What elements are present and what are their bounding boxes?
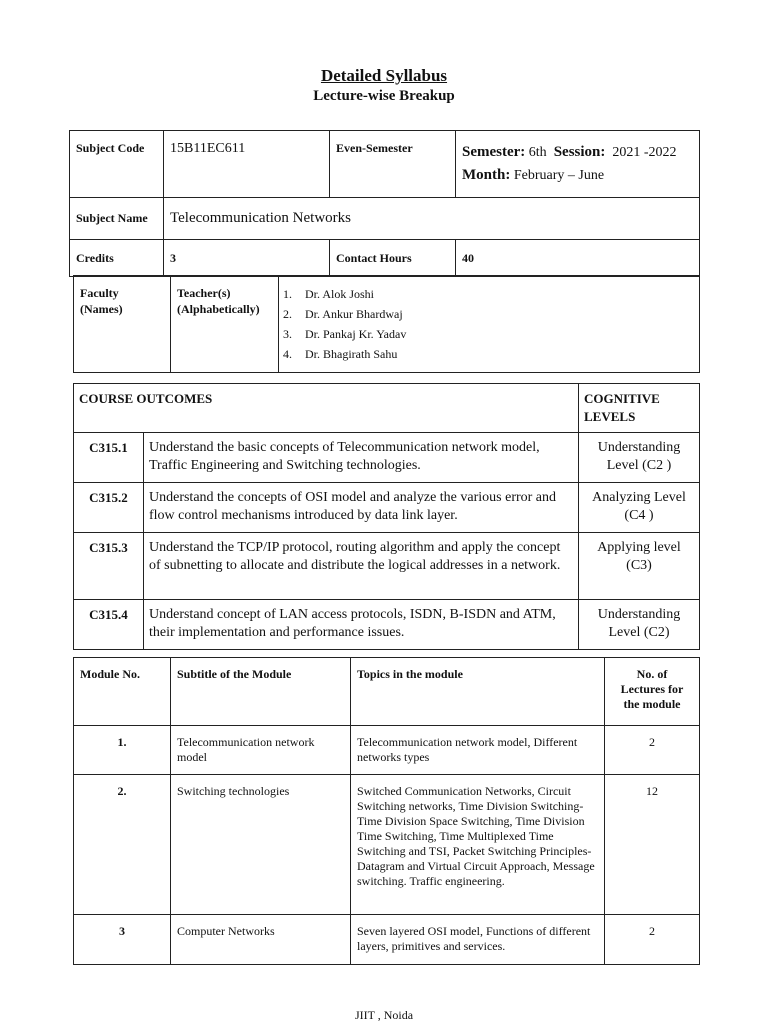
list-number: 1. [283, 287, 292, 301]
credits-label: Credits [70, 240, 164, 277]
credits-value: 3 [164, 240, 330, 277]
level-line1: Applying level [597, 540, 681, 555]
table-row [74, 915, 700, 965]
outcome-id: C315.4 [74, 600, 144, 650]
module-topics: Switched Communication Networks, Circuit Switching networks, Time Division Switching-Time Division Space Switching, Time Division Time Switching, Time Multiplexed Time Switching and TSI, Packet Switching Principles-Datagram and Virtual Circuit Approach, Message switching. Traffic engineering. [351, 775, 605, 915]
module-number: 3 [74, 915, 171, 965]
subject-name-label: Subject Name [70, 198, 164, 240]
module-lectures: 2 [605, 726, 700, 775]
semester-value: 6th [528, 145, 547, 160]
level-line2: Level (C2) [608, 625, 670, 640]
month-label: Month: [462, 167, 511, 183]
table-row [74, 533, 700, 600]
module-topics-header: Topics in the module [351, 658, 605, 726]
level-line1: Understanding [597, 440, 681, 455]
module-topics: Seven layered OSI model, Functions of different layers, primitives and services. [351, 915, 605, 965]
outcome-text: Understand the basic concepts of Telecommunication network model, Traffic Engineering and Switching technologies. [144, 433, 579, 483]
outcome-level [579, 483, 700, 533]
module-number: 1. [74, 726, 171, 775]
course-outcomes-table [73, 383, 700, 650]
document-title: Detailed Syllabus [320, 66, 448, 85]
module-topics: Telecommunication network model, Different networks types [351, 726, 605, 775]
outcome-text: Understand the TCP/IP protocol, routing algorithm and apply the concept of subnetting to allocate and distribute the logical addresses in a network. [144, 533, 579, 600]
month-value: February – June [513, 168, 605, 183]
lectures-header-line3: the module [623, 697, 681, 711]
session-label: Session: [553, 144, 606, 160]
contact-hours-label: Contact Hours [330, 240, 456, 277]
semester-label: Semester: [462, 144, 526, 160]
faculty-label-line2: (Names) [80, 302, 123, 316]
teacher-name: Dr. Ankur Bhardwaj [305, 307, 403, 321]
module-subtitle: Telecommunication network model [171, 726, 351, 775]
semester-type: Even-Semester [330, 131, 456, 198]
teacher-name: Dr. Bhagirath Sahu [305, 347, 398, 361]
teacher-name: Dr. Pankaj Kr. Yadav [305, 327, 407, 341]
module-lectures: 12 [605, 775, 700, 915]
table-row [74, 483, 700, 533]
subject-code-label: Subject Code [70, 131, 164, 198]
levels-header-line1: COGNITIVE [584, 391, 660, 406]
subject-name-value: Telecommunication Networks [164, 198, 700, 240]
faculty-table [73, 275, 700, 373]
faculty-label-line1: Faculty [80, 286, 119, 300]
teacher-name: Dr. Alok Joshi [305, 287, 375, 301]
page-footer: JIIT , Noida [354, 1008, 414, 1022]
module-lectures: 2 [605, 915, 700, 965]
outcome-text: Understand concept of LAN access protocols, ISDN, B-ISDN and ATM, their implementation and performance issues. [144, 600, 579, 650]
modules-table [73, 657, 700, 965]
levels-header-line2: LEVELS [584, 409, 636, 424]
faculty-list [283, 284, 695, 364]
subject-info-table [69, 130, 700, 277]
outcome-text: Understand the concepts of OSI model and analyze the various error and flow control mechanisms introduced by data link layer. [144, 483, 579, 533]
lectures-header-line2: Lectures for [620, 682, 684, 696]
module-subtitle-header: Subtitle of the Module [171, 658, 351, 726]
subject-code-value: 15B11EC611 [164, 131, 330, 198]
contact-hours-value: 40 [456, 240, 700, 277]
module-number: 2. [74, 775, 171, 915]
document-subtitle: Lecture-wise Breakup [313, 88, 455, 104]
level-line2: (C3) [626, 558, 652, 573]
module-subtitle: Computer Networks [171, 915, 351, 965]
lectures-header-line1: No. of [636, 667, 668, 681]
list-number: 2. [283, 307, 292, 321]
outcome-id: C315.3 [74, 533, 144, 600]
outcome-id: C315.1 [74, 433, 144, 483]
outcome-id: C315.2 [74, 483, 144, 533]
outcome-level [579, 533, 700, 600]
teachers-label [171, 276, 279, 373]
session-value: 2021 -2022 [612, 145, 677, 160]
table-row [74, 726, 700, 775]
list-number: 4. [283, 347, 292, 361]
semester-session-month [456, 131, 700, 198]
list-item [283, 284, 695, 304]
course-outcomes-header: COURSE OUTCOMES [74, 384, 579, 433]
level-line2: (C4 ) [624, 508, 654, 523]
outcome-level [579, 600, 700, 650]
faculty-label [74, 276, 171, 373]
module-no-header: Module No. [74, 658, 171, 726]
table-row [74, 600, 700, 650]
table-row [74, 775, 700, 915]
teachers-label-line1: Teacher(s) [177, 286, 231, 300]
level-line1: Understanding [597, 607, 681, 622]
module-lectures-header [605, 658, 700, 726]
level-line2: Level (C2 ) [606, 458, 672, 473]
list-item [283, 344, 695, 364]
table-row [74, 433, 700, 483]
list-item [283, 324, 695, 344]
level-line1: Analyzing Level [592, 490, 686, 505]
cognitive-levels-header [579, 384, 700, 433]
list-number: 3. [283, 327, 292, 341]
module-subtitle: Switching technologies [171, 775, 351, 915]
faculty-names [279, 276, 700, 373]
list-item [283, 304, 695, 324]
outcome-level [579, 433, 700, 483]
teachers-label-line2: (Alphabetically) [177, 302, 260, 316]
